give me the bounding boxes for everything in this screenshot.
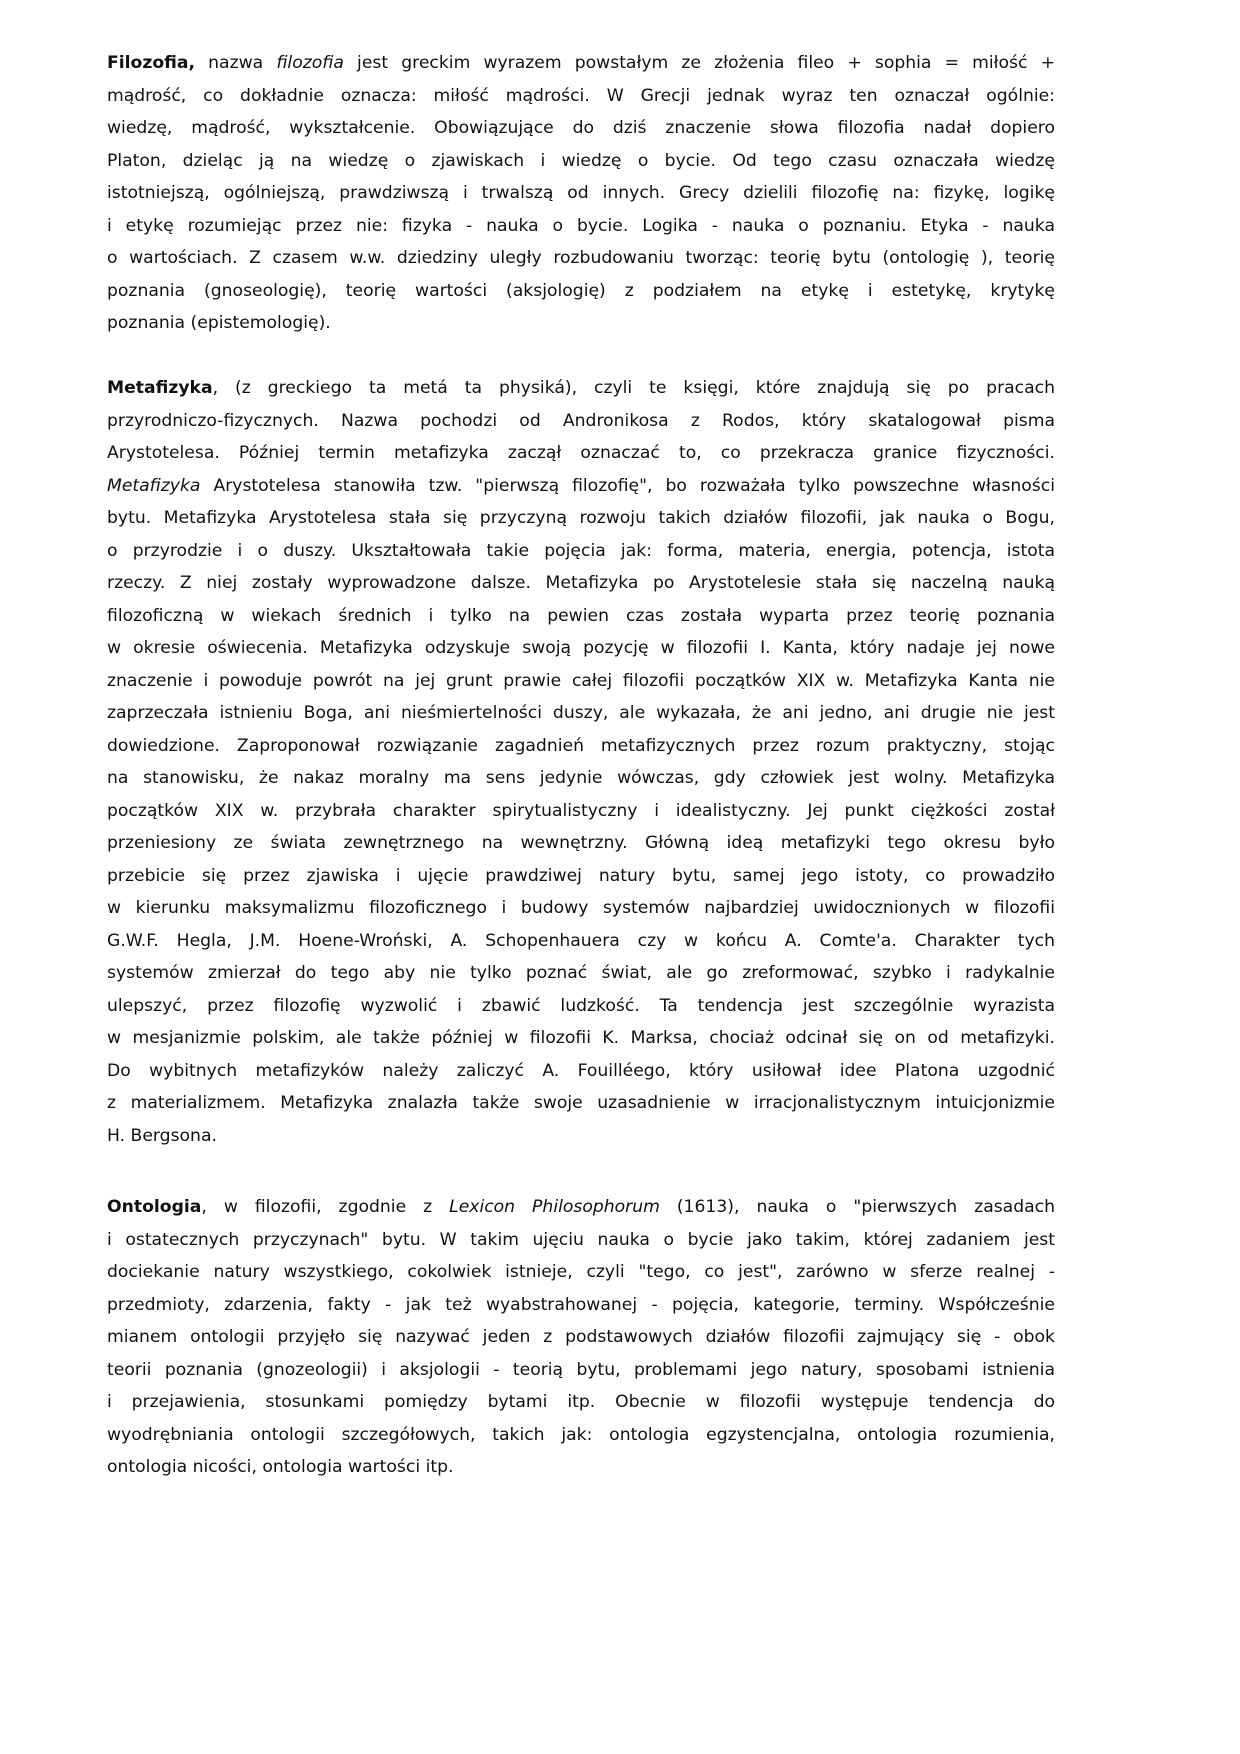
text-run: początków XIX w. przybrała charakter spirytualistyczny i idealistyczny. Jej punkt ciężkości został [107, 800, 1055, 821]
text-line [107, 1055, 1055, 1088]
emphasis-text: filozofia [276, 53, 344, 73]
text-line [107, 1451, 1055, 1484]
text-line [107, 242, 1055, 275]
text-line [107, 112, 1055, 145]
text-run: zaprzeczała istnieniu Boga, ani nieśmiertelności duszy, ale wykazała, że ani jedno, ani drugie nie jest [107, 703, 1055, 723]
text-line [107, 665, 1055, 698]
text-run: ulepszyć, przez filozofię wyzwolić i zbawić ludzkość. Ta tendencja jest szczególnie wyrazista [107, 995, 1055, 1016]
text-run: Arystotelesa stanowiła tzw. "pierwszą filozofię", bo rozważała tylko powszechne własności [200, 475, 1055, 496]
text-run: G.W.F. Hegla, J.M. Hoene-Wroński, A. Schopenhauera czy w końcu A. Comte'a. Charakter tych [107, 930, 1055, 951]
text-run: Arystotelesa. Później termin metafizyka zaczął oznaczać to, co przekracza granice fizyczności. [107, 443, 1055, 463]
text-run: na stanowisku, że nakaz moralny ma sens jedynie wówczas, gdy człowiek jest wolny. Metafizyka [107, 768, 1055, 788]
text-line [107, 827, 1055, 860]
text-line [107, 1354, 1055, 1387]
text-line [107, 762, 1055, 795]
text-run: teorii poznania (gnozeologii) i aksjologii - teorią bytu, problemami jego natury, sposobami istnienia [107, 1359, 1055, 1380]
text-run: z materializmem. Metafizyka znalazła także swoje uzasadnienie w irracjonalistycznym intuicjonizmie [107, 1093, 1055, 1113]
text-line [107, 892, 1055, 925]
text-run: i przejawienia, stosunkami pomiędzy bytami itp. Obecnie w filozofii występuje tendencja do [107, 1392, 1055, 1412]
text-run: poznania (gnoseologię), teorię wartości (aksjologię) z podziałem na etykę i estetykę, krytykę [107, 280, 1055, 301]
text-run: o wartościach. Z czasem w.w. dziedziny uległy rozbudowaniu tworząc: teorię bytu (ontologię ), teorię [107, 248, 1055, 268]
text-line [107, 145, 1055, 178]
text-run: jest greckim wyrazem powstałym ze złożenia fileo + sophia = miłość + [343, 53, 1055, 73]
text-run: przeniesiony ze świata zewnętrznego na wewnętrzny. Główną ideą metafizyki tego okresu było [107, 833, 1055, 853]
text-run: , (z greckiego ta metá ta physiká), czyli te księgi, które znajdują się po pracach [212, 378, 1055, 398]
text-run: przebicie się przez zjawiska i ujęcie prawdziwej natury bytu, samej jego istoty, co prowadziło [107, 865, 1055, 886]
text-line [107, 502, 1055, 535]
text-line [107, 80, 1055, 113]
text-line [107, 957, 1055, 990]
text-line [107, 1289, 1055, 1322]
text-line [107, 925, 1055, 958]
text-run: bytu. Metafizyka Arystotelesa stała się przyczyną rozwoju takich działów filozofii, jak nauka o Bogu, [107, 508, 1055, 528]
text-run: , w filozofii, zgodnie z [201, 1197, 450, 1217]
text-run: dociekanie natury wszystkiego, cokolwiek istnieje, czyli "tego, co jest", zarówno w sferze realnej - [107, 1262, 1055, 1282]
text-line [107, 1386, 1055, 1419]
emphasis-text: Lexicon Philosophorum [449, 1197, 660, 1217]
text-run: w kierunku maksymalizmu filozoficznego i budowy systemów najbardziej uwidocznionych w filozofii [107, 898, 1055, 918]
text-line [107, 372, 1055, 405]
text-line [107, 600, 1055, 633]
text-line [107, 730, 1055, 763]
text-run: ontologia nicości, ontologia wartości itp. [107, 1457, 454, 1477]
text-line [107, 1087, 1055, 1120]
text-run: przedmioty, zdarzenia, fakty - jak też wyabstrahowanej - pojęcia, kategorie, terminy. Współcześnie [107, 1294, 1055, 1315]
paragraph-filozofia [107, 47, 1055, 340]
text-run: i etykę rozumiejąc przez nie: fizyka - nauka o bycie. Logika - nauka o poznaniu. Etyka - nauka [107, 215, 1055, 236]
text-run: (1613), nauka o "pierwszych zasadach [659, 1197, 1055, 1217]
text-line [107, 437, 1055, 470]
text-run: systemów zmierzał do tego aby nie tylko poznać świat, ale go zreformować, szybko i radykalnie [107, 963, 1055, 983]
text-line [107, 210, 1055, 243]
term-heading: Filozofia, [107, 53, 196, 73]
text-line [107, 1419, 1055, 1452]
text-run: w okresie oświecenia. Metafizyka odzyskuje swoją pozycję w filozofii I. Kanta, który nadaje jej nowe [107, 638, 1055, 658]
text-line [107, 860, 1055, 893]
text-run: wyodrębniania ontologii szczegółowych, takich jak: ontologia egzystencjalna, ontologia rozumienia, [107, 1424, 1055, 1445]
text-run: mianem ontologii przyjęło się nazywać jeden z podstawowych działów filozofii zajmujący się - obok [107, 1327, 1055, 1347]
text-run: wiedzę, mądrość, wykształcenie. Obowiązujące do dziś znaczenie słowa filozofia nadał dopiero [107, 118, 1055, 138]
text-line [107, 990, 1055, 1023]
text-line [107, 307, 1055, 340]
text-run: i ostatecznych przyczynach" bytu. W takim ujęciu nauka o bycie jako takim, której zadaniem jest [107, 1229, 1055, 1250]
text-line [107, 1022, 1055, 1055]
text-run: filozoficzną w wiekach średnich i tylko na pewien czas została wyparta przez teorię poznania [107, 605, 1055, 626]
text-line [107, 470, 1055, 503]
text-run: istotniejszą, ogólniejszą, prawdziwszą i trwalszą od innych. Grecy dzielili filozofię na: fizykę, logikę [107, 183, 1055, 203]
text-line [107, 1256, 1055, 1289]
text-line [107, 275, 1055, 308]
text-line [107, 535, 1055, 568]
text-line [107, 1120, 1055, 1153]
term-heading: Ontologia [107, 1197, 202, 1217]
text-run: przyrodniczo-fizycznych. Nazwa pochodzi od Andronikosa z Rodos, który skatalogował pisma [107, 410, 1055, 431]
text-line [107, 632, 1055, 665]
paragraph-metafizyka [107, 372, 1055, 1152]
paragraph-ontologia [107, 1191, 1055, 1484]
text-run: o przyrodzie i o duszy. Ukształtowała takie pojęcia jak: forma, materia, energia, potencja, istota [107, 540, 1055, 561]
text-line [107, 47, 1055, 80]
text-line [107, 567, 1055, 600]
text-run: rzeczy. Z niej zostały wyprowadzone dalsze. Metafizyka po Arystotelesie stała się naczelną nauką [107, 573, 1055, 593]
emphasis-text: Metafizyka [107, 475, 201, 496]
text-run: nazwa [195, 53, 277, 73]
text-run: Do wybitnych metafizyków należy zaliczyć A. Fouilléego, który usiłował idee Platona uzgodnić [107, 1060, 1055, 1081]
text-line [107, 697, 1055, 730]
text-line [107, 177, 1055, 210]
text-run: poznania (epistemologię). [107, 313, 331, 333]
text-line [107, 1224, 1055, 1257]
text-run: dowiedzione. Zaproponował rozwiązanie zagadnień metafizycznych przez rozum praktyczny, stojąc [107, 735, 1055, 756]
text-run: znaczenie i powoduje powrót na jej grunt prawie całej filozofii początków XIX w. Metafizyka Kanta nie [107, 670, 1055, 691]
text-line [107, 1191, 1055, 1224]
text-run: w mesjanizmie polskim, ale także później w filozofii K. Marksa, chociaż odcinał się on od metafizyki. [107, 1028, 1055, 1048]
text-line [107, 405, 1055, 438]
text-run: H. Bergsona. [107, 1125, 217, 1146]
text-line [107, 795, 1055, 828]
text-run: Platon, dzieląc ją na wiedzę o zjawiskach i wiedzę o bycie. Od tego czasu oznaczała wiedzę [107, 150, 1055, 171]
text-run: mądrość, co dokładnie oznacza: miłość mądrości. W Grecji jednak wyraz ten oznaczał ogólnie: [107, 85, 1055, 106]
term-heading: Metafizyka [107, 378, 213, 398]
text-line [107, 1321, 1055, 1354]
